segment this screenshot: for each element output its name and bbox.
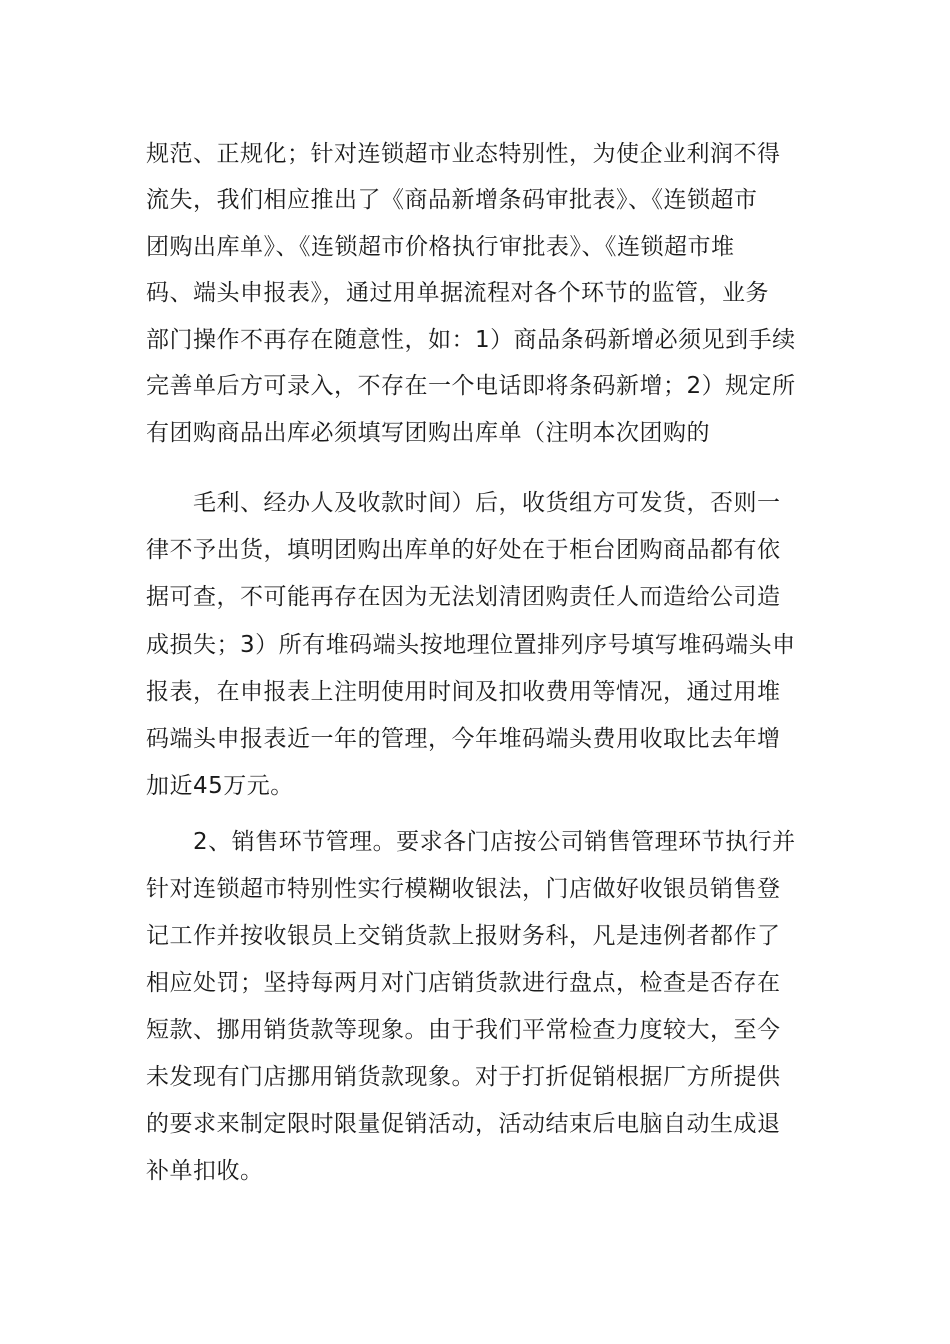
text-line-18: 相应处罚；坚持每两月对门店销货款进行盘点，检查是否存在 xyxy=(146,970,781,996)
text-line-2: 流失，我们相应推出了《商品新增条码审批表》、《连锁超市 xyxy=(146,187,758,213)
text-line-5: 部门操作不再存在随意性，如：1）商品条码新增必须见到手续 xyxy=(146,327,796,353)
text-line-20: 未发现有门店挪用销货款现象。对于打折促销根据厂方所提供 xyxy=(146,1064,781,1090)
text-line-10: 据可查，不可能再存在因为无法划清团购责任人而造给公司造 xyxy=(146,584,781,610)
text-line-22: 补单扣收。 xyxy=(146,1158,264,1184)
text-line-14: 加近45万元。 xyxy=(146,773,294,799)
text-line-8: 毛利、经办人及收款时间）后，收货组方可发货，否则一 xyxy=(193,490,781,516)
text-line-17: 记工作并按收银员上交销货款上报财务科，凡是违例者都作了 xyxy=(146,923,781,949)
text-line-3: 团购出库单》、《连锁超市价格执行审批表》、《连锁超市堆 xyxy=(146,234,735,260)
text-line-19: 短款、挪用销货款等现象。由于我们平常检查力度较大，至今 xyxy=(146,1017,781,1043)
text-line-12: 报表，在申报表上注明使用时间及扣收费用等情况，通过用堆 xyxy=(146,679,781,705)
text-line-7: 有团购商品出库必须填写团购出库单（注明本次团购的 xyxy=(146,420,710,446)
text-line-11: 成损失；3）所有堆码端头按地理位置排列序号填写堆码端头申 xyxy=(146,632,796,658)
text-line-15: 2、销售环节管理。要求各门店按公司销售管理环节执行并 xyxy=(193,829,796,855)
text-line-1: 规范、正规化；针对连锁超市业态特别性，为使企业利润不得 xyxy=(146,141,781,167)
text-line-6: 完善单后方可录入，不存在一个电话即将条码新增；2）规定所 xyxy=(146,373,796,399)
text-line-4: 码、端头申报表》，通过用单据流程对各个环节的监管，业务 xyxy=(146,280,769,306)
text-line-13: 码端头申报表近一年的管理，今年堆码端头费用收取比去年增 xyxy=(146,726,781,752)
text-line-9: 律不予出货，填明团购出库单的好处在于柜台团购商品都有依 xyxy=(146,537,781,563)
text-line-21: 的要求来制定限时限量促销活动，活动结束后电脑自动生成退 xyxy=(146,1111,781,1137)
text-line-16: 针对连锁超市特别性实行模糊收银法，门店做好收银员销售登 xyxy=(146,876,781,902)
